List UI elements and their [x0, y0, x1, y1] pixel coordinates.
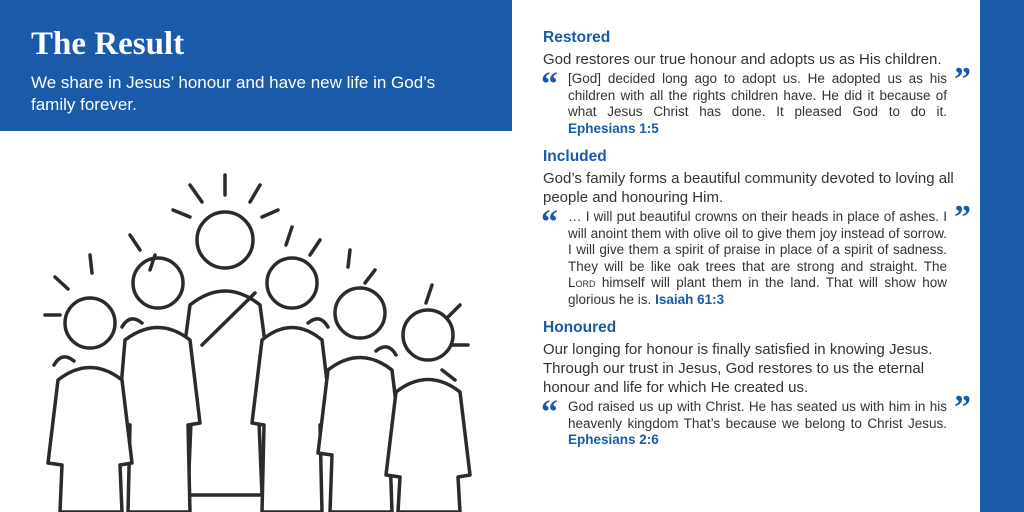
- scripture-quote: [541, 199, 971, 308]
- scripture-quote: [541, 389, 971, 449]
- section-honoured: [541, 318, 971, 449]
- figure-right: [318, 288, 402, 512]
- right-accent-stripe: [980, 0, 1024, 512]
- quote-close-icon: ”: [954, 199, 971, 236]
- quote-text: [God] decided long ago to adopt us. He adopted us as his children with all the rights children have. He did it because of what Jesus Christ has done. It pleased God to do it.: [568, 71, 947, 119]
- quote-close-icon: ”: [954, 389, 971, 426]
- section-heading: Included: [543, 148, 607, 165]
- section-heading: Restored: [543, 29, 611, 46]
- page-subtitle: We share in Jesus’ honour and have new life in God’s family forever.: [31, 73, 436, 115]
- quote-text: himself will plant them in the land. That will show how glorious he is.: [568, 275, 947, 307]
- header-panel: [0, 0, 512, 131]
- quote-open-icon: “: [541, 204, 558, 241]
- content-column: [541, 28, 971, 459]
- people-illustration: [30, 165, 490, 512]
- section-restored: [541, 28, 971, 137]
- figure-left-center: [118, 258, 200, 512]
- quote-open-icon: “: [541, 394, 558, 431]
- scripture-reference: Isaiah 61:3: [655, 291, 725, 307]
- figure-far-left: [48, 298, 132, 512]
- scripture-reference: Ephesians 2:6: [568, 432, 659, 447]
- page-title: The Result: [31, 26, 185, 62]
- figure-right-center: [252, 258, 332, 512]
- quote-open-icon: “: [541, 66, 558, 103]
- section-heading: Honoured: [543, 319, 617, 336]
- figure-far-right: [386, 310, 470, 512]
- quote-text: … I will put beautiful crowns on their heads in place of ashes. I will anoint them with olive oil to give them joy instead of sorrow. I will give them a spirit of praise in place of a spirit of sadness. They will be like oak trees that are strong and straight. The: [568, 209, 947, 274]
- section-body: Our longing for honour is finally satisfied in knowing Jesus. Through our trust in Jesus, God restores to us the eternal honour and life for which He created us.: [543, 341, 933, 396]
- glow-rays: [45, 175, 468, 380]
- section-included: [541, 147, 971, 308]
- scripture-quote: [541, 61, 971, 137]
- quote-close-icon: ”: [954, 61, 971, 98]
- scripture-reference: Ephesians 1:5: [568, 120, 659, 136]
- section-body: God’s family forms a beautiful community devoted to loving all people and honouring Him.: [543, 170, 954, 206]
- quote-lord-smallcaps: Lord: [568, 275, 596, 290]
- section-body: God restores our true honour and adopts us as His children.: [543, 51, 942, 68]
- quote-text: God raised us up with Christ. He has seated us with him in his heavenly kingdom That’s because we belong to Christ Jesus.: [568, 399, 947, 431]
